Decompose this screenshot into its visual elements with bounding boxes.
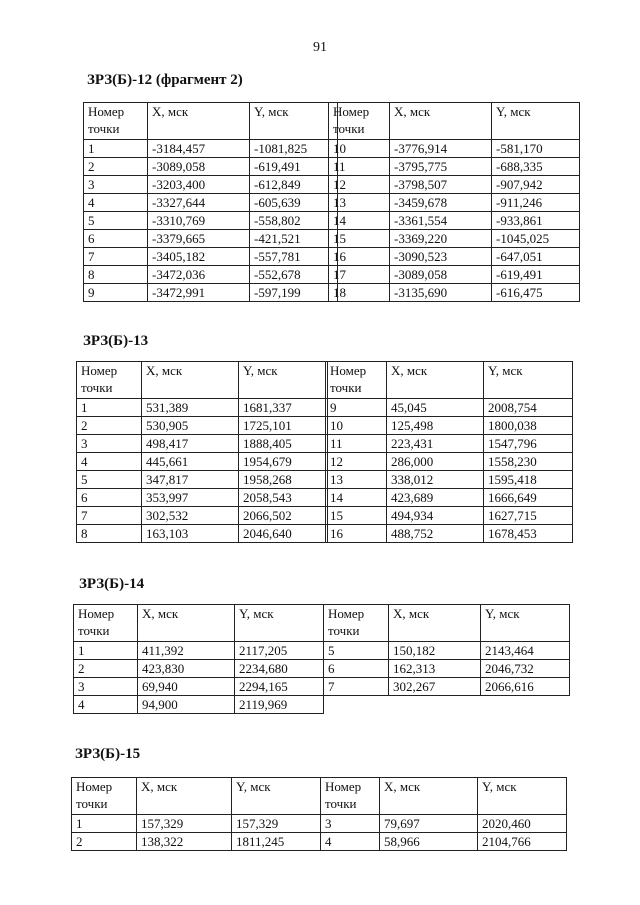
table-row: [329, 176, 580, 194]
table-row: [72, 833, 321, 851]
point-number: 18: [329, 284, 390, 302]
table-row: [329, 284, 580, 302]
coordinates-table: [83, 102, 338, 302]
table-row: [84, 212, 338, 230]
x-coordinate: -3459,678: [390, 194, 492, 212]
table-row: [329, 248, 580, 266]
table-row: [84, 176, 338, 194]
header-point-number: Номер точки: [77, 362, 142, 399]
point-number: 4: [74, 696, 138, 714]
table-row: [324, 660, 570, 678]
y-coordinate: 2020,460: [478, 815, 567, 833]
y-coordinate: 2119,969: [235, 696, 324, 714]
header-point-number: Номер точки: [324, 605, 389, 642]
header-y: Y, мск: [239, 362, 328, 399]
x-coordinate: -3089,058: [390, 266, 492, 284]
y-coordinate: 1800,038: [484, 417, 573, 435]
header-point-number: Номер точки: [72, 778, 137, 815]
point-number: 1: [77, 399, 142, 417]
y-coordinate: 2143,464: [481, 642, 570, 660]
y-coordinate: 2046,732: [481, 660, 570, 678]
header-y: Y, мск: [478, 778, 567, 815]
x-coordinate: 302,267: [389, 678, 481, 696]
y-coordinate: -1045,025: [492, 230, 580, 248]
table-row: [77, 435, 328, 453]
x-coordinate: -3090,523: [390, 248, 492, 266]
x-coordinate: 150,182: [389, 642, 481, 660]
x-coordinate: 423,689: [387, 489, 484, 507]
header-point-number: Номер точки: [329, 103, 390, 140]
table-row: [326, 489, 573, 507]
point-number: 9: [84, 284, 148, 302]
x-coordinate: 530,905: [142, 417, 239, 435]
point-number: 5: [324, 642, 389, 660]
table-row: [84, 230, 338, 248]
table-row: [84, 248, 338, 266]
x-coordinate: -3776,914: [390, 140, 492, 158]
table-row: [321, 833, 567, 851]
table-header-row: [324, 605, 570, 642]
y-coordinate: -911,246: [492, 194, 580, 212]
y-coordinate: -581,170: [492, 140, 580, 158]
header-y: Y, мск: [481, 605, 570, 642]
table-row: [84, 284, 338, 302]
header-x: X, мск: [137, 778, 232, 815]
point-number: 17: [329, 266, 390, 284]
table-header-row: [74, 605, 324, 642]
x-coordinate: -3135,690: [390, 284, 492, 302]
y-coordinate: 1811,245: [232, 833, 321, 851]
point-number: 15: [326, 507, 387, 525]
x-coordinate: 353,997: [142, 489, 239, 507]
table-row: [326, 453, 573, 471]
x-coordinate: -3379,665: [148, 230, 250, 248]
x-coordinate: -3327,644: [148, 194, 250, 212]
x-coordinate: 494,934: [387, 507, 484, 525]
coordinates-table: [323, 604, 570, 696]
point-number: 3: [84, 176, 148, 194]
point-number: 11: [326, 435, 387, 453]
y-coordinate: -616,475: [492, 284, 580, 302]
y-coordinate: 1595,418: [484, 471, 573, 489]
y-coordinate: 1725,101: [239, 417, 328, 435]
point-number: 8: [77, 525, 142, 543]
table-header-row: [321, 778, 567, 815]
header-point-number: Номер точки: [321, 778, 380, 815]
table-row: [321, 815, 567, 833]
section-title: ЗРЗ(Б)-14: [79, 576, 145, 592]
x-coordinate: 286,000: [387, 453, 484, 471]
table-row: [326, 471, 573, 489]
point-number: 5: [84, 212, 148, 230]
point-number: 14: [329, 212, 390, 230]
y-coordinate: -597,199: [250, 284, 338, 302]
point-number: 7: [84, 248, 148, 266]
x-coordinate: 157,329: [137, 815, 232, 833]
table-row: [74, 678, 324, 696]
point-number: 1: [72, 815, 137, 833]
y-coordinate: 1888,405: [239, 435, 328, 453]
table-header-row: [329, 103, 580, 140]
point-number: 3: [74, 678, 138, 696]
point-number: 4: [77, 453, 142, 471]
table-header-row: [77, 362, 328, 399]
y-coordinate: -612,849: [250, 176, 338, 194]
point-number: 2: [77, 417, 142, 435]
point-number: 9: [326, 399, 387, 417]
point-number: 3: [321, 815, 380, 833]
point-number: 7: [77, 507, 142, 525]
x-coordinate: 58,966: [380, 833, 478, 851]
y-coordinate: 2294,165: [235, 678, 324, 696]
header-x: X, мск: [138, 605, 235, 642]
y-coordinate: -558,802: [250, 212, 338, 230]
y-coordinate: 2104,766: [478, 833, 567, 851]
x-coordinate: 531,389: [142, 399, 239, 417]
table-row: [84, 140, 338, 158]
x-coordinate: -3405,182: [148, 248, 250, 266]
point-number: 11: [329, 158, 390, 176]
x-coordinate: 488,752: [387, 525, 484, 543]
point-number: 1: [84, 140, 148, 158]
header-point-number: Номер точки: [74, 605, 138, 642]
table-row: [77, 489, 328, 507]
point-number: 4: [84, 194, 148, 212]
y-coordinate: 2066,616: [481, 678, 570, 696]
table-row: [74, 660, 324, 678]
x-coordinate: -3798,507: [390, 176, 492, 194]
y-coordinate: -557,781: [250, 248, 338, 266]
y-coordinate: 2058,543: [239, 489, 328, 507]
table-row: [329, 140, 580, 158]
y-coordinate: 1958,268: [239, 471, 328, 489]
x-coordinate: -3472,036: [148, 266, 250, 284]
x-coordinate: -3310,769: [148, 212, 250, 230]
header-x: X, мск: [390, 103, 492, 140]
x-coordinate: -3361,554: [390, 212, 492, 230]
point-number: 2: [74, 660, 138, 678]
table-row: [324, 642, 570, 660]
x-coordinate: 445,661: [142, 453, 239, 471]
x-coordinate: 411,392: [138, 642, 235, 660]
y-coordinate: 2066,502: [239, 507, 328, 525]
table-header-row: [72, 778, 321, 815]
header-y: Y, мск: [492, 103, 580, 140]
point-number: 16: [326, 525, 387, 543]
header-y: Y, мск: [484, 362, 573, 399]
header-x: X, мск: [387, 362, 484, 399]
coordinates-table: [325, 361, 573, 543]
table-row: [77, 525, 328, 543]
point-number: 1: [74, 642, 138, 660]
table-row: [326, 525, 573, 543]
table-row: [84, 266, 338, 284]
point-number: 3: [77, 435, 142, 453]
x-coordinate: 302,532: [142, 507, 239, 525]
point-number: 12: [326, 453, 387, 471]
x-coordinate: 94,900: [138, 696, 235, 714]
point-number: 16: [329, 248, 390, 266]
table-header-row: [84, 103, 338, 140]
point-number: 8: [84, 266, 148, 284]
y-coordinate: 1678,453: [484, 525, 573, 543]
point-number: 6: [324, 660, 389, 678]
x-coordinate: 338,012: [387, 471, 484, 489]
x-coordinate: 162,313: [389, 660, 481, 678]
table-header-row: [326, 362, 573, 399]
table-row: [326, 507, 573, 525]
y-coordinate: 2046,640: [239, 525, 328, 543]
y-coordinate: 1666,649: [484, 489, 573, 507]
point-number: 4: [321, 833, 380, 851]
header-x: X, мск: [142, 362, 239, 399]
y-coordinate: -421,521: [250, 230, 338, 248]
table-row: [326, 399, 573, 417]
point-number: 15: [329, 230, 390, 248]
x-coordinate: -3203,400: [148, 176, 250, 194]
header-point-number: Номер точки: [84, 103, 148, 140]
header-y: Y, мск: [250, 103, 338, 140]
y-coordinate: 157,329: [232, 815, 321, 833]
y-coordinate: -605,639: [250, 194, 338, 212]
point-number: 2: [84, 158, 148, 176]
section-title: ЗРЗ(Б)-13: [83, 333, 149, 349]
point-number: 10: [329, 140, 390, 158]
coordinates-table: [76, 361, 328, 543]
table-row: [326, 435, 573, 453]
x-coordinate: 125,498: [387, 417, 484, 435]
table-row: [77, 471, 328, 489]
header-y: Y, мск: [232, 778, 321, 815]
header-x: X, мск: [148, 103, 250, 140]
y-coordinate: 1954,679: [239, 453, 328, 471]
x-coordinate: 79,697: [380, 815, 478, 833]
x-coordinate: -3795,775: [390, 158, 492, 176]
coordinates-table: [73, 604, 324, 714]
y-coordinate: -552,678: [250, 266, 338, 284]
point-number: 13: [329, 194, 390, 212]
y-coordinate: -647,051: [492, 248, 580, 266]
y-coordinate: -619,491: [492, 266, 580, 284]
x-coordinate: 45,045: [387, 399, 484, 417]
header-x: X, мск: [380, 778, 478, 815]
y-coordinate: -907,942: [492, 176, 580, 194]
y-coordinate: -1081,825: [250, 140, 338, 158]
point-number: 12: [329, 176, 390, 194]
x-coordinate: 138,322: [137, 833, 232, 851]
x-coordinate: 223,431: [387, 435, 484, 453]
table-row: [77, 453, 328, 471]
table-row: [77, 399, 328, 417]
table-row: [329, 194, 580, 212]
page-number: 91: [313, 40, 327, 55]
table-row: [326, 417, 573, 435]
x-coordinate: 69,940: [138, 678, 235, 696]
x-coordinate: -3472,991: [148, 284, 250, 302]
y-coordinate: -688,335: [492, 158, 580, 176]
table-row: [329, 230, 580, 248]
y-coordinate: 1627,715: [484, 507, 573, 525]
y-coordinate: 1558,230: [484, 453, 573, 471]
x-coordinate: -3089,058: [148, 158, 250, 176]
y-coordinate: 1681,337: [239, 399, 328, 417]
coordinates-table: [328, 102, 580, 302]
point-number: 6: [77, 489, 142, 507]
table-row: [77, 417, 328, 435]
table-row: [329, 266, 580, 284]
section-title: ЗРЗ(Б)-15: [75, 746, 141, 762]
y-coordinate: 2234,680: [235, 660, 324, 678]
table-row: [329, 212, 580, 230]
table-row: [84, 194, 338, 212]
table-row: [74, 642, 324, 660]
section-title: ЗРЗ(Б)-12 (фрагмент 2): [87, 72, 243, 88]
point-number: 13: [326, 471, 387, 489]
point-number: 6: [84, 230, 148, 248]
point-number: 5: [77, 471, 142, 489]
x-coordinate: 498,417: [142, 435, 239, 453]
x-coordinate: 347,817: [142, 471, 239, 489]
header-x: X, мск: [389, 605, 481, 642]
point-number: 14: [326, 489, 387, 507]
header-point-number: Номер точки: [326, 362, 387, 399]
coordinates-table: [320, 777, 567, 851]
y-coordinate: -933,861: [492, 212, 580, 230]
x-coordinate: -3369,220: [390, 230, 492, 248]
x-coordinate: -3184,457: [148, 140, 250, 158]
coordinates-table: [71, 777, 321, 851]
point-number: 2: [72, 833, 137, 851]
header-y: Y, мск: [235, 605, 324, 642]
y-coordinate: 1547,796: [484, 435, 573, 453]
y-coordinate: 2117,205: [235, 642, 324, 660]
x-coordinate: 163,103: [142, 525, 239, 543]
table-row: [77, 507, 328, 525]
table-row: [329, 158, 580, 176]
table-row: [74, 696, 324, 714]
y-coordinate: 2008,754: [484, 399, 573, 417]
table-row: [84, 158, 338, 176]
x-coordinate: 423,830: [138, 660, 235, 678]
point-number: 7: [324, 678, 389, 696]
point-number: 10: [326, 417, 387, 435]
table-row: [324, 678, 570, 696]
y-coordinate: -619,491: [250, 158, 338, 176]
table-row: [72, 815, 321, 833]
